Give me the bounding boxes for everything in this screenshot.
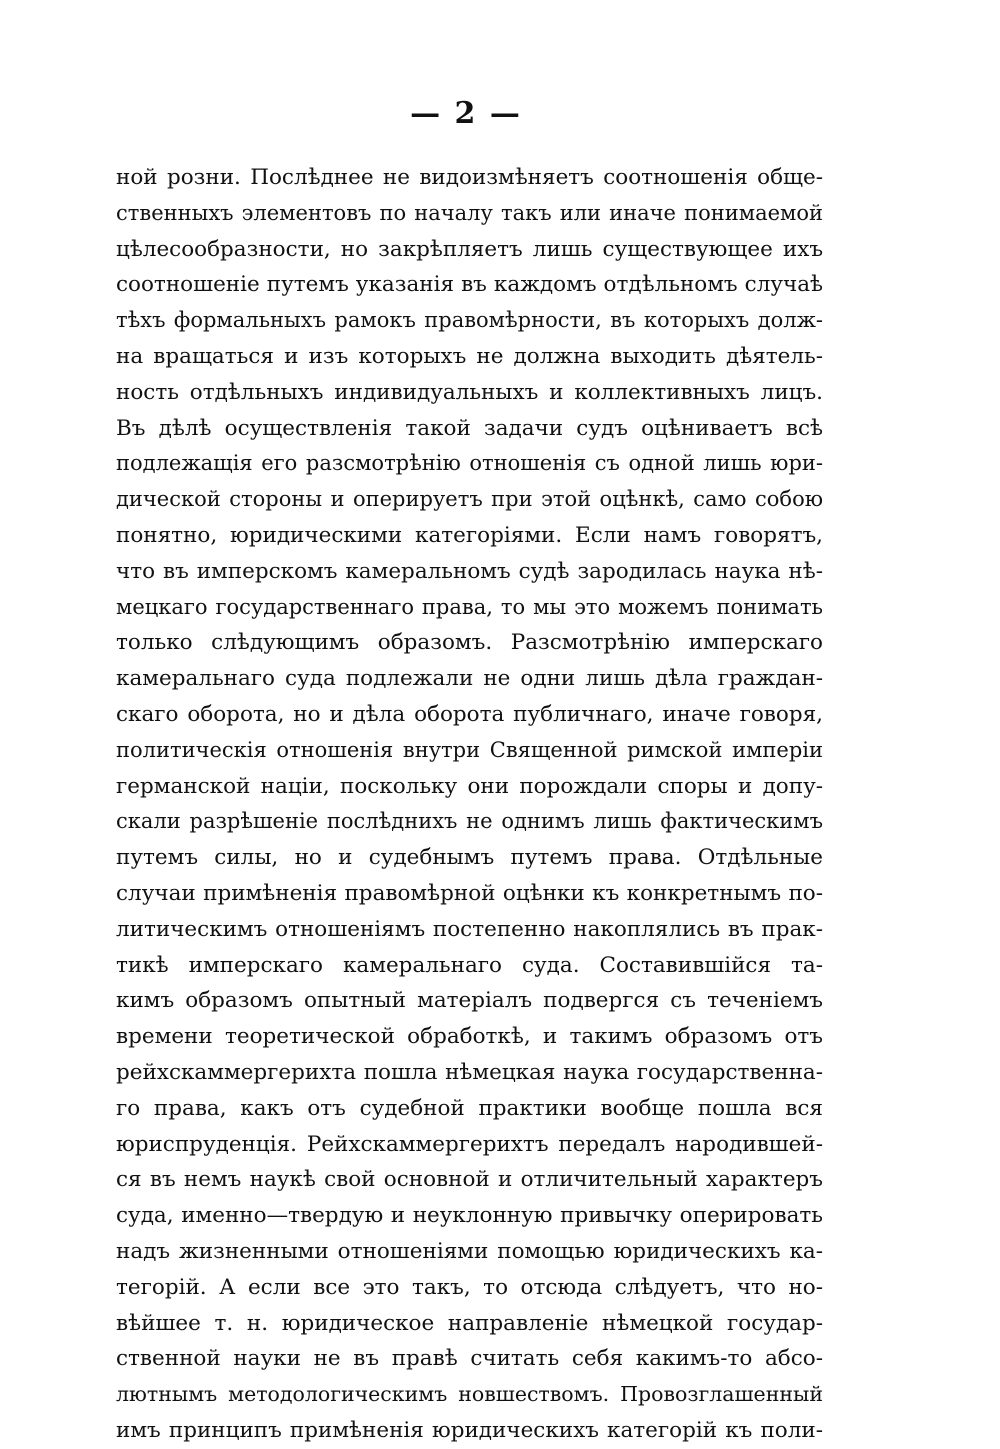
text-line: кимъ образомъ опытный матеріалъ подвергся съ теченіемъ bbox=[116, 988, 823, 1014]
text-line: скаго оборота, но и дѣла оборота публичнаго, иначе говоря, bbox=[116, 701, 823, 727]
text-line: тегорій. А если все это такъ, то отсюда слѣдуетъ, что но- bbox=[116, 1274, 823, 1300]
text-line: понятно, юридическими категоріями. Если намъ говорятъ, bbox=[116, 522, 823, 548]
text-line: только слѣдующимъ образомъ. Разсмотрѣнію имперскаго bbox=[116, 630, 823, 656]
page-number: — 2 — bbox=[410, 96, 522, 131]
text-line: ственной науки не въ правѣ считать себя какимъ-то абсо- bbox=[116, 1346, 823, 1372]
text-line: на вращаться и изъ которыхъ не должна выходить дѣятель- bbox=[116, 343, 823, 369]
text-line: дической стороны и оперируетъ при этой оцѣнкѣ, само собою bbox=[116, 487, 823, 512]
text-line: скали разрѣшеніе послѣднихъ не однимъ лишь фактическимъ bbox=[116, 809, 823, 834]
text-line: цѣлесообразности, но закрѣпляетъ лишь существующее ихъ bbox=[116, 236, 823, 262]
text-line: вѣйшее т. н. юридическое направленіе нѣмецкой государ- bbox=[116, 1310, 823, 1336]
text-line: Въ дѣлѣ осуществленія такой задачи судъ оцѣниваетъ всѣ bbox=[116, 415, 823, 441]
text-line: времени теоретической обработкѣ, и такимъ образомъ отъ bbox=[116, 1024, 823, 1050]
text-line: подлежащія его разсмотрѣнію отношенія съ одной лишь юри- bbox=[116, 451, 823, 476]
text-line: тикѣ имперскаго камеральнаго суда. Составившійся та- bbox=[116, 952, 823, 978]
text-line: го права, какъ отъ судебной практики вообще пошла вся bbox=[116, 1095, 823, 1121]
text-line: литическимъ отношеніямъ постепенно накоплялись въ прак- bbox=[116, 916, 823, 942]
text-line: ной розни. Послѣднее не видоизмѣняетъ соотношенія обще- bbox=[116, 165, 823, 190]
text-line: надъ жизненными отношеніями помощью юридическихъ ка- bbox=[116, 1238, 823, 1264]
text-line: путемъ силы, но и судебнымъ путемъ права. Отдѣльные bbox=[116, 845, 823, 871]
text-line: соотношеніе путемъ указанія въ каждомъ отдѣльномъ случаѣ bbox=[116, 272, 823, 298]
text-line: лютнымъ методологическимъ новшествомъ. Провозглашенный bbox=[116, 1382, 823, 1407]
text-line: юриспруденція. Рейхскаммергерихтъ передалъ народившей- bbox=[116, 1131, 823, 1157]
text-line: суда, именно—твердую и неуклонную привычку оперировать bbox=[116, 1203, 823, 1229]
text-line: тѣхъ формальныхъ рамокъ правомѣрности, въ которыхъ долж- bbox=[116, 308, 823, 333]
text-line: случаи примѣненія правомѣрной оцѣнки къ конкретнымъ по- bbox=[116, 880, 823, 906]
body-text bbox=[116, 160, 823, 1449]
text-line: что въ имперскомъ камеральномъ судѣ зародилась наука нѣ- bbox=[116, 558, 823, 584]
text-line: ственныхъ элементовъ по началу такъ или иначе понимаемой bbox=[116, 200, 823, 225]
text-line: рейхскаммергерихта пошла нѣмецкая наука государственна- bbox=[116, 1059, 823, 1085]
text-line: камеральнаго суда подлежали не одни лишь дѣла граждан- bbox=[116, 666, 823, 692]
text-line: мецкаго государственнаго права, то мы это можемъ понимать bbox=[116, 594, 823, 619]
text-line: ность отдѣльныхъ индивидуальныхъ и коллективныхъ лицъ. bbox=[116, 379, 823, 405]
text-line: ся въ немъ наукѣ свой основной и отличительный характеръ bbox=[116, 1167, 823, 1193]
text-line: имъ принципъ примѣненія юридическихъ категорій къ поли- bbox=[116, 1417, 823, 1443]
text-line: политическія отношенія внутри Священной римской имперіи bbox=[116, 737, 823, 762]
text-line: германской націи, поскольку они порождали споры и допу- bbox=[116, 773, 823, 799]
